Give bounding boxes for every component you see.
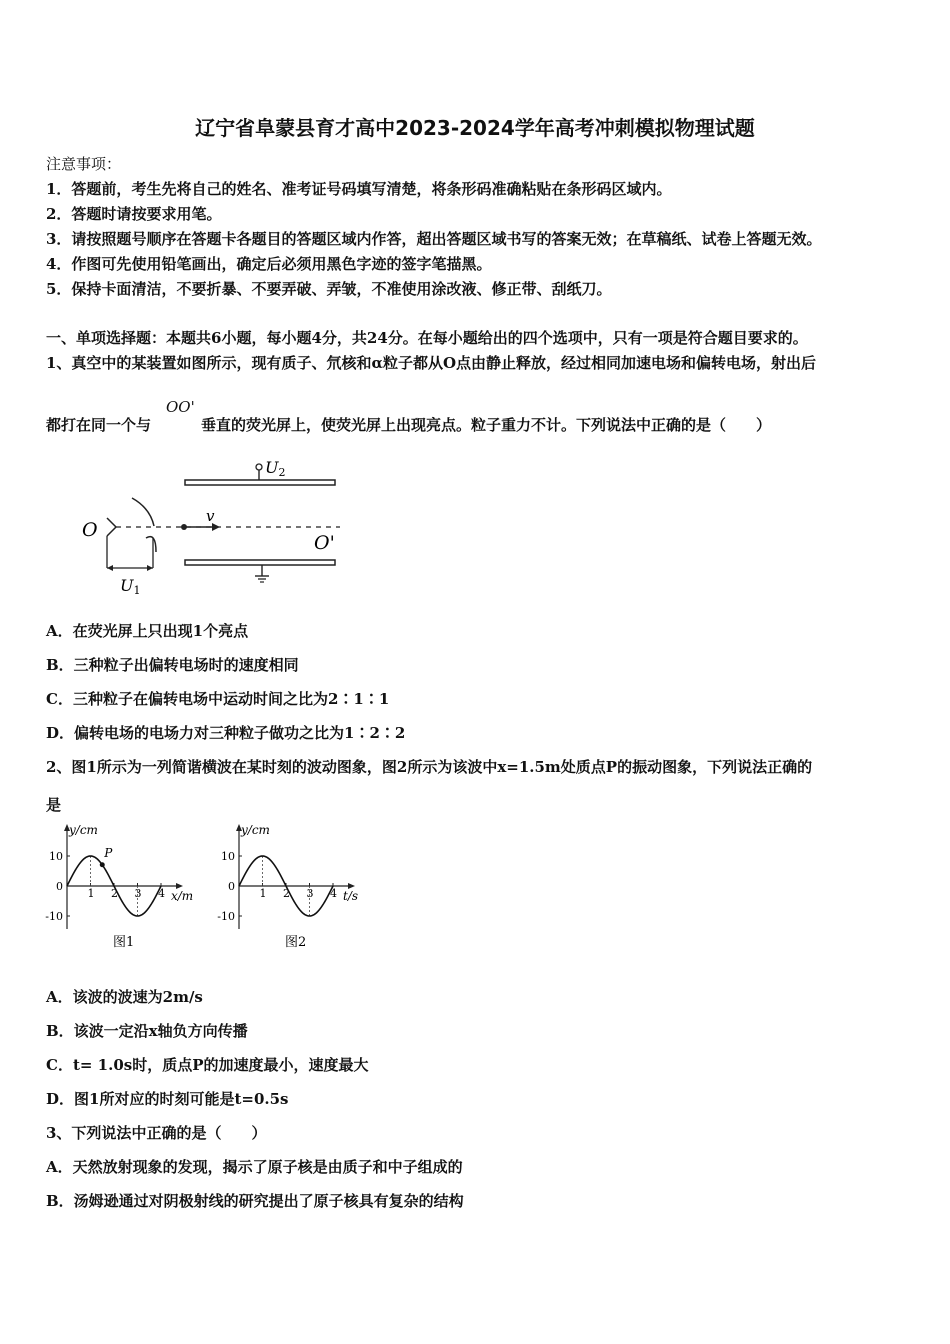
y-tick-label: 10 [221, 850, 235, 863]
notice-heading: 注意事项： [46, 155, 122, 173]
q1-option-d: D．偏转电场的电场力对三种粒子做功之比为1∶2∶2 [46, 724, 406, 742]
x-tick-label: 4 [158, 887, 165, 900]
upper-plate [185, 480, 335, 485]
notice-item: 5．保持卡面清洁，不要折暴、不要弄破、弄皱，不准使用涂改液、修正带、刮纸刀。 [46, 280, 612, 298]
x-tick-label: 3 [306, 887, 314, 900]
question-1-text: 都打在同一个与 [46, 416, 152, 434]
question-2-text: 2、图1所示为一列简谐横波在某时刻的波动图象，图2所示为该波中x=1.5m处质点P的振动图象，下列说法正确的 [46, 758, 813, 776]
q2-option-c: C．t= 1.0s时，质点P的加速度最小，速度最大 [46, 1056, 369, 1074]
notice-item: 4．作图可先使用铅笔画出，确定后必须用黑色字迹的签字笔描黑。 [46, 255, 492, 273]
notice-item: 2．答题时请按要求用笔。 [46, 205, 222, 223]
terminal-icon [256, 464, 262, 470]
question-2-text: 是 [46, 796, 62, 814]
q2-option-d: D．图1所对应的时刻可能是t=0.5s [46, 1090, 289, 1108]
y-tick-label: 10 [49, 850, 63, 863]
point-p [100, 862, 105, 867]
figure-caption: 图2 [285, 935, 307, 950]
y-tick-label: 0 [56, 880, 63, 893]
x-tick-label: 4 [330, 887, 337, 900]
x-tick-label: 1 [259, 887, 267, 900]
q3-option-a: A．天然放射现象的发现，揭示了原子核是由质子和中子组成的 [46, 1158, 463, 1176]
x-tick-label: 1 [87, 887, 95, 900]
u1-label: U1 [120, 576, 141, 597]
y-tick-label: 0 [228, 880, 235, 893]
point-p-label: P [104, 845, 113, 860]
y-axis-label: y/cm [241, 823, 270, 837]
oo-prime-label: OO' [166, 398, 195, 416]
y-tick-label: -10 [217, 910, 235, 923]
q3-option-b: B．汤姆逊通过对阴极射线的研究提出了原子核具有复杂的结构 [46, 1192, 464, 1210]
q2-option-a: A．该波的波速为2m/s [46, 988, 203, 1006]
lower-plate [185, 560, 335, 565]
o-prime-label: O' [314, 532, 335, 554]
q1-option-a: A．在荧光屏上只出现1个亮点 [46, 622, 249, 640]
page-title: 辽宁省阜蒙县育才高中2023-2024学年高考冲刺模拟物理试题 [195, 116, 755, 140]
section-heading: 一、单项选择题：本题共6小题，每小题4分，共24分。在每小题给出的四个选项中，只有一项是符合题目要求的。 [46, 329, 808, 347]
x-axis-label: t/s [343, 889, 359, 903]
question-1-text: 垂直的荧光屏上，使荧光屏上出现亮点。粒子重力不计。下列说法中正确的是（ ） [201, 416, 772, 434]
wave-graph-1 [40, 820, 215, 955]
v-label: v [206, 507, 215, 525]
x-tick-label: 2 [111, 887, 118, 900]
o-label: O [82, 519, 98, 541]
figure-caption: 图1 [113, 935, 135, 950]
y-axis-label: y/cm [69, 823, 98, 837]
x-tick-label: 2 [283, 887, 290, 900]
q1-device-figure [76, 452, 346, 597]
q1-option-c: C．三种粒子在偏转电场中运动时间之比为2∶1∶1 [46, 690, 390, 708]
notice-item: 1．答题前，考生先将自己的姓名、准考证号码填写清楚，将条形码准确粘贴在条形码区域内。 [46, 180, 672, 198]
u2-label: U2 [265, 458, 286, 479]
notice-item: 3．请按照题号顺序在答题卡各题目的答题区域内作答，超出答题区域书写的答案无效；在草稿纸、试卷上答题无效。 [46, 230, 822, 248]
x-axis-label: x/m [171, 889, 194, 903]
y-tick-label: -10 [45, 910, 63, 923]
x-tick-label: 3 [134, 887, 142, 900]
vibration-graph-2 [212, 820, 387, 955]
q1-option-b: B．三种粒子出偏转电场时的速度相同 [46, 656, 299, 674]
question-3-text: 3、下列说法中正确的是（ ） [46, 1124, 267, 1142]
question-1-text: 1、真空中的某装置如图所示，现有质子、氘核和α粒子都从O点由静止释放，经过相同加速电场和偏转电场，射出后 [46, 354, 817, 372]
q2-option-b: B．该波一定沿x轴负方向传播 [46, 1022, 248, 1040]
